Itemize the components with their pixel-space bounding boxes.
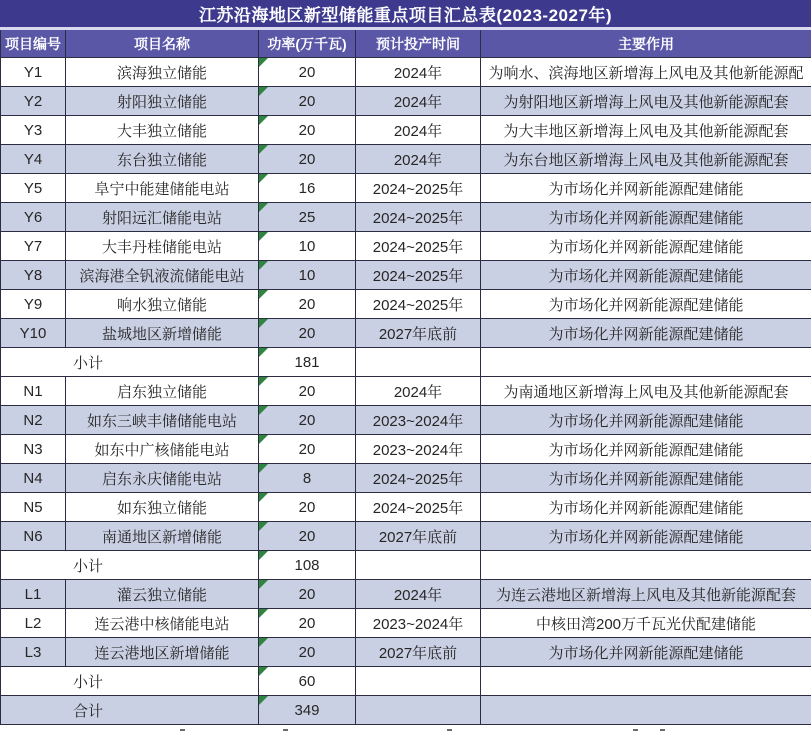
project-id-cell[interactable]: Y9 <box>1 290 66 318</box>
table-row <box>1 522 811 551</box>
project-id-cell[interactable]: Y6 <box>1 203 66 231</box>
role-cell[interactable]: 为市场化并网新能源配建储能 <box>548 267 744 285</box>
time-cell[interactable]: 2023~2024年 <box>356 406 481 434</box>
project-name-cell[interactable]: 南通地区新增储能 <box>66 522 259 550</box>
project-id-cell[interactable]: N2 <box>1 406 66 434</box>
projects-table <box>0 30 811 725</box>
summary-row <box>1 551 811 580</box>
total-row <box>1 696 811 725</box>
power-cell[interactable]: 108 <box>259 551 356 579</box>
project-id-cell[interactable]: N1 <box>1 377 66 405</box>
role-cell[interactable]: 为市场化并网新能源配建储能 <box>548 644 744 662</box>
green-corner-icon <box>259 319 268 328</box>
project-name-cell[interactable]: 启东独立储能 <box>66 377 259 405</box>
time-cell[interactable] <box>356 696 481 724</box>
power-cell[interactable]: 20 <box>259 493 356 521</box>
time-cell[interactable]: 2024年 <box>356 145 481 173</box>
table-row <box>1 435 811 464</box>
table-row <box>1 580 811 609</box>
green-corner-icon <box>259 174 268 183</box>
time-cell[interactable]: 2024年 <box>356 377 481 405</box>
role-cell[interactable]: 为市场化并网新能源配建储能 <box>548 528 744 546</box>
project-id-cell[interactable]: Y8 <box>1 261 66 289</box>
table-row <box>1 377 811 406</box>
power-cell[interactable]: 181 <box>259 348 356 376</box>
summary-row <box>1 348 811 377</box>
project-id-cell[interactable]: Y7 <box>1 232 66 260</box>
role-cell[interactable]: 为射阳地区新增海上风电及其他新能源配套 <box>503 93 789 111</box>
project-name-cell[interactable]: 东台独立储能 <box>66 145 259 173</box>
time-cell[interactable]: 2023~2024年 <box>356 435 481 463</box>
green-corner-icon <box>259 638 268 647</box>
time-cell[interactable] <box>356 551 481 579</box>
time-cell[interactable]: 2024年 <box>356 58 481 86</box>
green-corner-icon <box>259 551 268 560</box>
project-name-cell[interactable]: 滨海独立储能 <box>66 58 259 86</box>
project-id-cell[interactable]: N3 <box>1 435 66 463</box>
green-corner-icon <box>259 435 268 444</box>
summary-label-cell[interactable]: 小计 <box>1 667 259 695</box>
project-name-cell[interactable]: 阜宁中能建储能电站 <box>66 174 259 202</box>
green-corner-icon <box>259 667 268 676</box>
header-role[interactable]: 主要作用 <box>618 35 674 52</box>
project-name-cell[interactable]: 启东永庆储能电站 <box>66 464 259 492</box>
time-cell[interactable]: 2024年 <box>356 580 481 608</box>
role-cell[interactable]: 为响水、滨海地区新增海上风电及其他新能源配 <box>488 64 804 82</box>
project-id-cell[interactable]: N4 <box>1 464 66 492</box>
table-row <box>1 116 811 145</box>
table-row <box>1 638 811 667</box>
project-name-cell[interactable]: 连云港中核储能电站 <box>66 609 259 637</box>
time-cell[interactable]: 2024~2025年 <box>356 261 481 289</box>
role-cell[interactable]: 为市场化并网新能源配建储能 <box>548 499 744 517</box>
project-name-cell[interactable]: 射阳独立储能 <box>66 87 259 115</box>
table-header-row <box>1 30 811 58</box>
green-corner-icon <box>259 377 268 386</box>
project-name-cell[interactable]: 如东中广核储能电站 <box>66 435 259 463</box>
green-corner-icon <box>259 232 268 241</box>
power-cell[interactable]: 20 <box>259 638 356 666</box>
role-cell[interactable] <box>481 348 811 376</box>
green-corner-icon <box>259 522 268 531</box>
summary-label-cell[interactable]: 合计 <box>1 696 259 724</box>
project-name-cell[interactable]: 如东三峡丰储储能电站 <box>66 406 259 434</box>
project-name-cell[interactable]: 响水独立储能 <box>66 290 259 318</box>
time-cell[interactable] <box>356 348 481 376</box>
table-row <box>1 174 811 203</box>
power-cell[interactable]: 16 <box>259 174 356 202</box>
power-cell[interactable]: 20 <box>259 435 356 463</box>
time-cell[interactable]: 2024年 <box>356 116 481 144</box>
time-cell[interactable]: 2023~2024年 <box>356 609 481 637</box>
power-cell[interactable]: 20 <box>259 580 356 608</box>
green-corner-icon <box>259 464 268 473</box>
green-corner-icon <box>259 261 268 270</box>
project-id-cell[interactable]: N6 <box>1 522 66 550</box>
power-cell[interactable]: 20 <box>259 145 356 173</box>
time-cell[interactable]: 2024~2025年 <box>356 203 481 231</box>
role-cell[interactable]: 为市场化并网新能源配建储能 <box>548 325 744 343</box>
power-cell[interactable]: 20 <box>259 406 356 434</box>
green-corner-icon <box>259 493 268 502</box>
project-id-cell[interactable]: Y2 <box>1 87 66 115</box>
project-name-cell[interactable]: 连云港地区新增储能 <box>66 638 259 666</box>
project-id-cell[interactable]: Y10 <box>1 319 66 347</box>
power-cell[interactable]: 20 <box>259 319 356 347</box>
role-cell[interactable]: 为市场化并网新能源配建储能 <box>548 180 744 198</box>
table-row <box>1 232 811 261</box>
table-row <box>1 493 811 522</box>
role-cell[interactable] <box>481 696 811 724</box>
power-cell[interactable]: 349 <box>259 696 356 724</box>
project-id-cell[interactable]: Y5 <box>1 174 66 202</box>
header-project-id[interactable]: 项目编号 <box>1 30 66 57</box>
time-cell[interactable]: 2024~2025年 <box>356 290 481 318</box>
role-cell[interactable]: 为南通地区新增海上风电及其他新能源配套 <box>503 383 789 401</box>
power-cell[interactable]: 60 <box>259 667 356 695</box>
project-name-cell[interactable]: 滨海港全钒液流储能电站 <box>66 261 259 289</box>
green-corner-icon <box>259 348 268 357</box>
table-row <box>1 261 811 290</box>
table-title-cell[interactable] <box>0 0 811 27</box>
table-row <box>1 145 811 174</box>
table-row <box>1 609 811 638</box>
power-cell[interactable]: 20 <box>259 116 356 144</box>
green-corner-icon <box>259 203 268 212</box>
power-cell[interactable]: 20 <box>259 58 356 86</box>
table-row <box>1 319 811 348</box>
role-cell[interactable]: 为大丰地区新增海上风电及其他新能源配套 <box>503 122 789 140</box>
power-cell[interactable]: 20 <box>259 522 356 550</box>
header-time[interactable]: 预计投产时间 <box>356 30 481 57</box>
header-project-name[interactable]: 项目名称 <box>66 30 259 57</box>
table-row <box>1 464 811 493</box>
project-id-cell[interactable]: Y1 <box>1 58 66 86</box>
table-row <box>1 290 811 319</box>
role-cell[interactable] <box>481 667 811 695</box>
role-cell[interactable] <box>481 551 811 579</box>
table-row <box>1 58 811 87</box>
table-title: 江苏沿海地区新型储能重点项目汇总表(2023-2027年) <box>198 6 613 25</box>
project-name-cell[interactable]: 如东独立储能 <box>66 493 259 521</box>
table-body <box>1 58 811 725</box>
time-cell[interactable]: 2027年底前 <box>356 638 481 666</box>
role-cell[interactable]: 为市场化并网新能源配建储能 <box>548 209 744 227</box>
role-cell[interactable]: 为连云港地区新增海上风电及其他新能源配套 <box>495 586 796 604</box>
power-cell[interactable]: 8 <box>259 464 356 492</box>
project-name-cell[interactable]: 灌云独立储能 <box>66 580 259 608</box>
role-cell[interactable]: 为东台地区新增海上风电及其他新能源配套 <box>503 151 789 169</box>
project-id-cell[interactable]: N5 <box>1 493 66 521</box>
summary-row <box>1 667 811 696</box>
role-cell[interactable]: 为市场化并网新能源配建储能 <box>548 296 744 314</box>
role-cell[interactable]: 中核田湾200万千瓦光伏配建储能 <box>535 615 757 633</box>
project-id-cell[interactable]: Y3 <box>1 116 66 144</box>
time-cell[interactable]: 2027年底前 <box>356 522 481 550</box>
project-name-cell[interactable]: 大丰丹桂储能电站 <box>66 232 259 260</box>
green-corner-icon <box>259 290 268 299</box>
role-cell[interactable]: 为市场化并网新能源配建储能 <box>548 470 744 488</box>
clipped-next-row <box>0 725 811 731</box>
project-id-cell[interactable]: Y4 <box>1 145 66 173</box>
header-power[interactable]: 功率(万千瓦) <box>259 30 356 57</box>
power-cell[interactable]: 20 <box>259 290 356 318</box>
project-id-cell[interactable]: L3 <box>1 638 66 666</box>
time-cell[interactable]: 2024~2025年 <box>356 232 481 260</box>
summary-label-cell[interactable]: 小计 <box>1 551 259 579</box>
time-cell[interactable]: 2024~2025年 <box>356 174 481 202</box>
green-corner-icon <box>259 58 268 67</box>
power-cell[interactable]: 20 <box>259 87 356 115</box>
green-corner-icon <box>259 580 268 589</box>
time-cell[interactable]: 2027年底前 <box>356 319 481 347</box>
role-cell[interactable]: 为市场化并网新能源配建储能 <box>548 238 744 256</box>
power-cell[interactable]: 20 <box>259 609 356 637</box>
green-corner-icon <box>259 145 268 154</box>
role-cell[interactable]: 为市场化并网新能源配建储能 <box>548 441 744 459</box>
project-id-cell[interactable]: L1 <box>1 580 66 608</box>
green-corner-icon <box>259 696 268 705</box>
project-name-cell[interactable]: 盐城地区新增储能 <box>66 319 259 347</box>
green-corner-icon <box>259 406 268 415</box>
green-corner-icon <box>259 116 268 125</box>
power-cell[interactable]: 10 <box>259 232 356 260</box>
time-cell[interactable] <box>356 667 481 695</box>
power-cell[interactable]: 20 <box>259 377 356 405</box>
time-cell[interactable]: 2024~2025年 <box>356 493 481 521</box>
power-cell[interactable]: 10 <box>259 261 356 289</box>
role-cell[interactable]: 为市场化并网新能源配建储能 <box>548 412 744 430</box>
time-cell[interactable]: 2024年 <box>356 87 481 115</box>
project-name-cell[interactable]: 射阳远汇储能电站 <box>66 203 259 231</box>
summary-label-cell[interactable]: 小计 <box>1 348 259 376</box>
table-row <box>1 87 811 116</box>
table-row <box>1 203 811 232</box>
time-cell[interactable]: 2024~2025年 <box>356 464 481 492</box>
green-corner-icon <box>259 609 268 618</box>
green-corner-icon <box>259 87 268 96</box>
project-id-cell[interactable]: L2 <box>1 609 66 637</box>
power-cell[interactable]: 25 <box>259 203 356 231</box>
project-name-cell[interactable]: 大丰独立储能 <box>66 116 259 144</box>
table-row <box>1 406 811 435</box>
